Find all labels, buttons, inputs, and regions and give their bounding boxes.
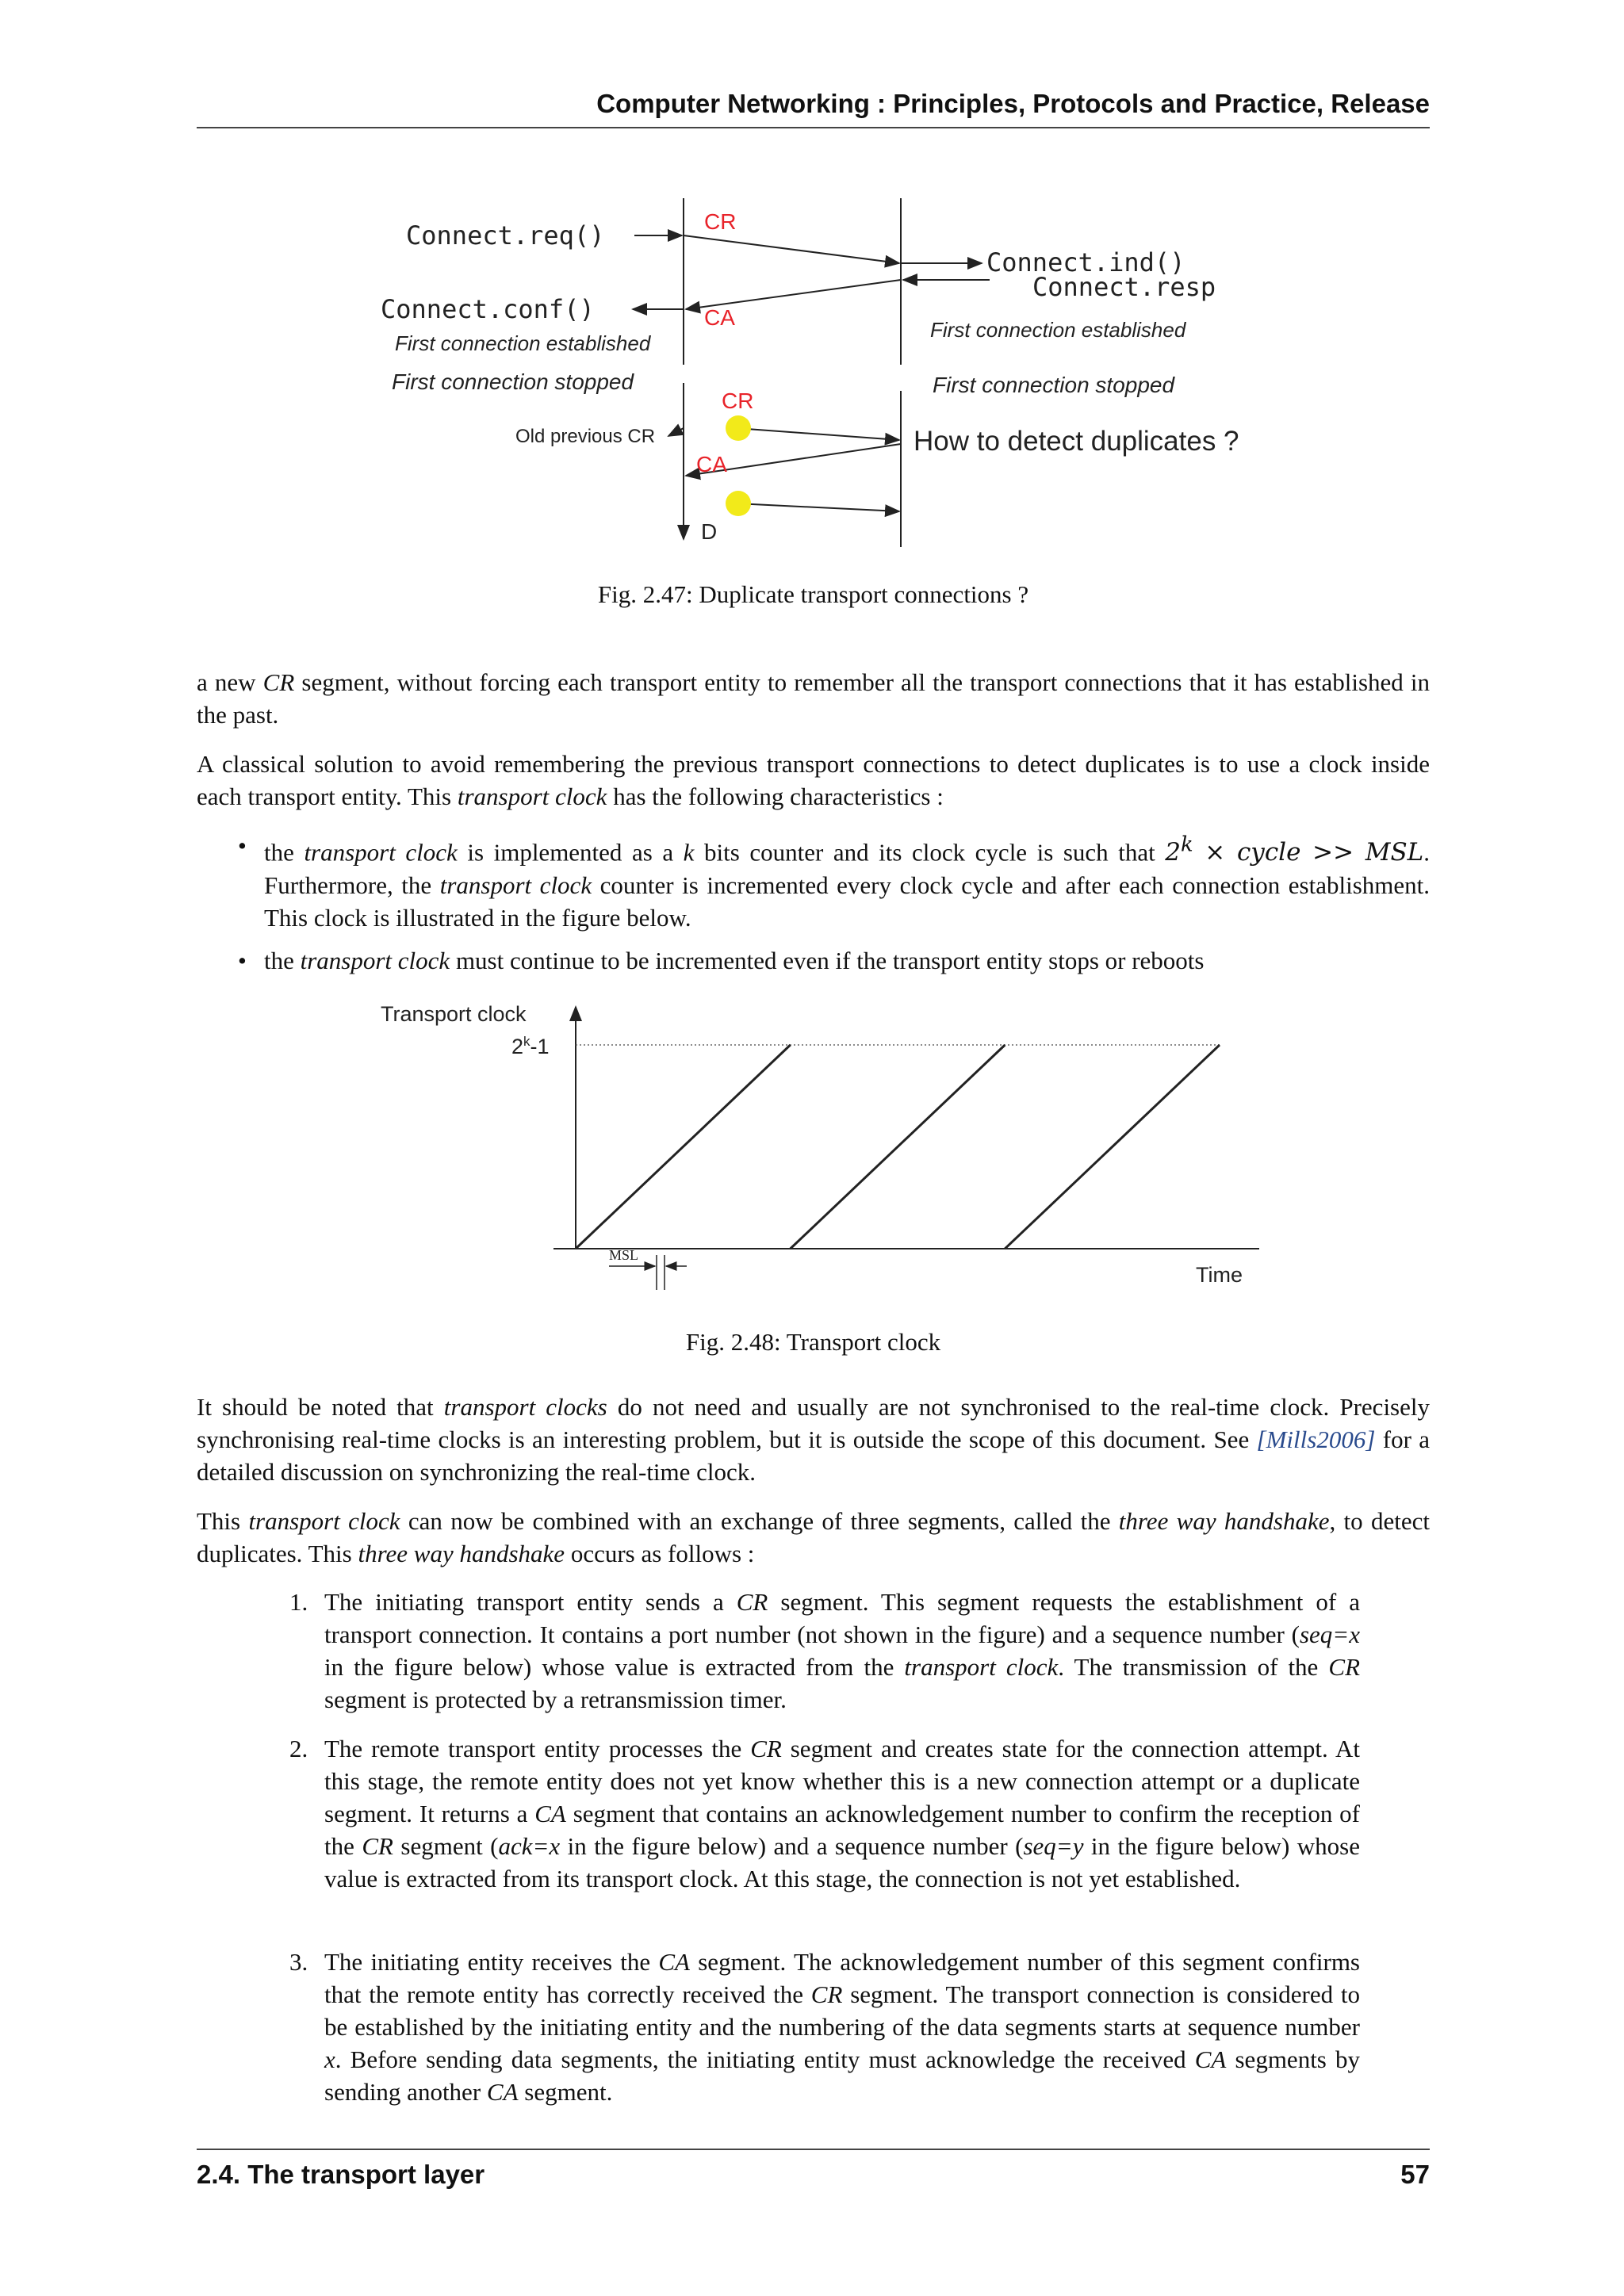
clock-cycle-line-1 [576, 1045, 791, 1249]
d-marker [726, 491, 751, 516]
cr-segment [684, 235, 899, 263]
paragraph-classical-solution: A classical solution to avoid remembering the previous transport connections to detect duplicates is to use a clock inside each transport entity. This transport clock has the following characteristics : [197, 750, 1430, 810]
cr-label-2: CR [722, 388, 754, 413]
first-stopped-left: First connection stopped [392, 369, 634, 394]
old-cr-to-left-arrow [668, 428, 684, 436]
list-item-1: 1. The initiating transport entity sends a CR segment. This segment requests the establishment of a transport connection. It contains a port number (not shown in the figure) and a sequence number (seq=x in the figure below) whose value is extracted from the transport clock. The transmission of the CR segment is protected by a retransmission timer. [289, 1588, 1361, 1713]
ca-label-1: CA [704, 305, 735, 330]
how-to-detect-label: How to detect duplicates ? [914, 426, 1239, 457]
d-label: D [701, 519, 718, 544]
old-cr-segment [736, 428, 899, 440]
series-layer [576, 1045, 1220, 1249]
figure-duplicate-connections [197, 186, 1430, 630]
connect-ind-label: Connect.ind() [986, 247, 1185, 277]
x-axis-label: Time [1196, 1263, 1243, 1287]
footer-section: 2.4. The transport layer [197, 2160, 485, 2189]
running-header [197, 89, 1430, 128]
clock-cycle-line-2 [791, 1045, 1005, 1249]
d-segment [736, 503, 899, 511]
footer-page-number: 57 [1400, 2160, 1430, 2189]
old-cr-marker [726, 415, 751, 441]
page-footer [197, 2149, 1430, 2189]
paragraph-clocks-not-synchronised: It should be noted that transport clocks do not need and usually are not synchronised to the real-time clock. Precisely synchronising real-time clocks is an interesting problem, but it is outside the scope of this document. See [Mills2006] for a detailed discussion on synchronizing the real-time clock. [197, 1393, 1430, 1486]
bullet-clock-continues: • the transport clock must continue to be incremented even if the transport entity stops or reboots [238, 947, 1205, 974]
figure2-caption: Fig. 2.48: Transport clock [685, 1328, 941, 1356]
list-item-2: 2. The remote transport entity processes the CR segment and creates state for the connection attempt. At this stage, the remote entity does not yet know whether this is a new connection attempt or a duplicate segment. It returns a CA segment that contains an acknowledgement number to confirm the reception of the CR segment (ack=x in the figure below) and a sequence number (seq=y in the figure below) whose value is extracted from its transport clock. At this stage, the connection is not yet established. [289, 1735, 1361, 1892]
cr-label-1: CR [704, 209, 737, 234]
first-established-right: First connection established [930, 318, 1186, 342]
list-item-3: 3. The initiating entity receives the CA segment. The acknowledgement number of this segment confirms that the remote entity has correctly received the CR segment. The transport connection is considered to be established by the initiating entity and the numbering of the data segments starts at sequence number x. Before sending data segments, the initiating entity must acknowledge the received CA segments by sending another CA segment. [289, 1948, 1360, 2106]
transport-clock-chart [197, 995, 1430, 1312]
ca-label-2: CA [696, 452, 727, 476]
paragraph-three-way-handshake: This transport clock can now be combined with an exchange of three segments, called the three way handshake, to detect duplicates. This three way handshake occurs as follows : [197, 1507, 1430, 1567]
duplicate-connections-diagram [197, 186, 1430, 583]
y-axis-label: Transport clock [381, 1002, 527, 1026]
header-title: Computer Networking : Principles, Protocols and Practice, Release [596, 89, 1430, 118]
first-stopped-right: First connection stopped [933, 373, 1175, 397]
ymax-label: 2$^k$-1 [511, 1034, 550, 1058]
msl-label: MSL [609, 1247, 639, 1263]
figure-transport-clock [197, 995, 1430, 1372]
connect-resp-label: Connect.resp [1032, 272, 1216, 302]
clock-cycle-line-3 [1005, 1045, 1220, 1249]
first-established-left: First connection established [395, 331, 651, 355]
bullet-clock-implementation: • the transport clock is implemented as a k bits counter and its clock cycle is such that $2^k$ × cycle >> MSL. Furthermore, the transport clock counter is incremented every clock cycle and after each connection establishment. This clock is illustrated in the figure below. [238, 832, 1431, 932]
paragraph-new-cr: a new CR segment, without forcing each transport entity to remember all the transport connections that it has established in the past. [197, 668, 1430, 729]
figure1-caption: Fig. 2.47: Duplicate transport connections ? [597, 580, 1029, 608]
mills2006-link[interactable]: [Mills2006] [1256, 1425, 1376, 1453]
old-previous-cr-label: Old previous CR [515, 426, 656, 447]
connect-req-label: Connect.req() [406, 220, 605, 251]
connect-conf-label: Connect.conf() [381, 294, 595, 324]
